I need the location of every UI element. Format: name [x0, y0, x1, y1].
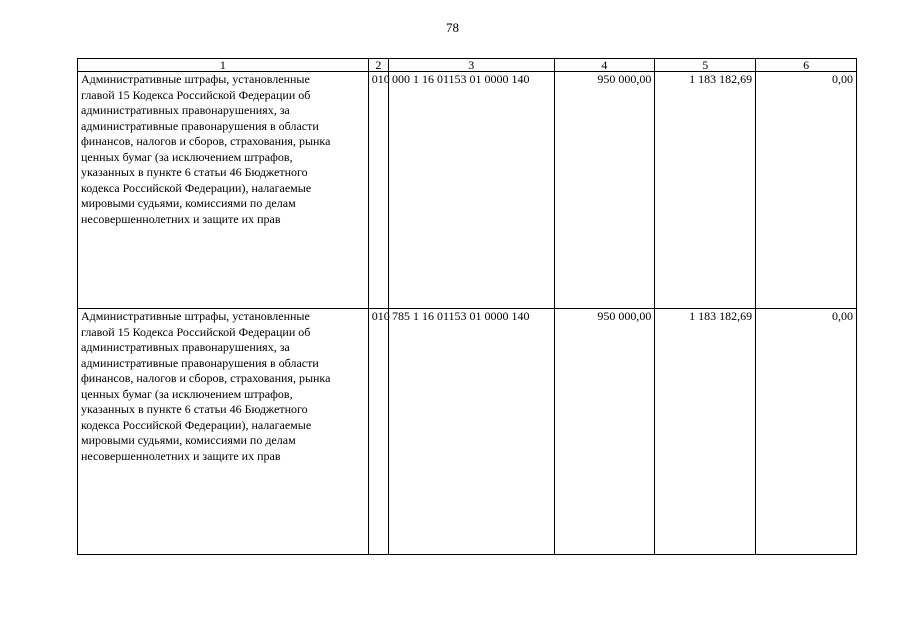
- row-kbk-code: 785 1 16 01153 01 0000 140: [388, 309, 554, 555]
- row-value-col5: 1 183 182,69: [655, 72, 756, 309]
- row-description: Административные штрафы, установленные главой 15 Кодекса Российской Федерации об административных правонарушениях, за административные правонарушения в области финансов, налогов и сборов, страхования, рынка ценных бумаг (за исключением штрафов, указанных в пункте 6 статьи 46 Бюджетного кодекса Российской Федерации), налагаемые мировыми судьями, комиссиями по делам несовершеннолетних и защите их прав: [78, 72, 369, 309]
- column-header-5: 5: [655, 59, 756, 72]
- column-header-2: 2: [368, 59, 388, 72]
- table-row: [78, 72, 857, 309]
- column-header-6: 6: [756, 59, 857, 72]
- row-kbk-code: 000 1 16 01153 01 0000 140: [388, 72, 554, 309]
- row-value-col4: 950 000,00: [554, 309, 655, 555]
- row-value-col5: 1 183 182,69: [655, 309, 756, 555]
- row-value-col4: 950 000,00: [554, 72, 655, 309]
- budget-table: [77, 58, 857, 555]
- row-value-col6: 0,00: [756, 309, 857, 555]
- column-header-3: 3: [388, 59, 554, 72]
- row-line-code: 010: [368, 309, 388, 555]
- table-row: [78, 309, 857, 555]
- table-header-row: [78, 59, 857, 72]
- column-header-4: 4: [554, 59, 655, 72]
- column-header-1: 1: [78, 59, 369, 72]
- page-number: 78: [446, 20, 459, 35]
- row-value-col6: 0,00: [756, 72, 857, 309]
- row-line-code: 010: [368, 72, 388, 309]
- row-description: Административные штрафы, установленные главой 15 Кодекса Российской Федерации об административных правонарушениях, за административные правонарушения в области финансов, налогов и сборов, страхования, рынка ценных бумаг (за исключением штрафов, указанных в пункте 6 статьи 46 Бюджетного кодекса Российской Федерации), налагаемые мировыми судьями, комиссиями по делам несовершеннолетних и защите их прав: [78, 309, 369, 555]
